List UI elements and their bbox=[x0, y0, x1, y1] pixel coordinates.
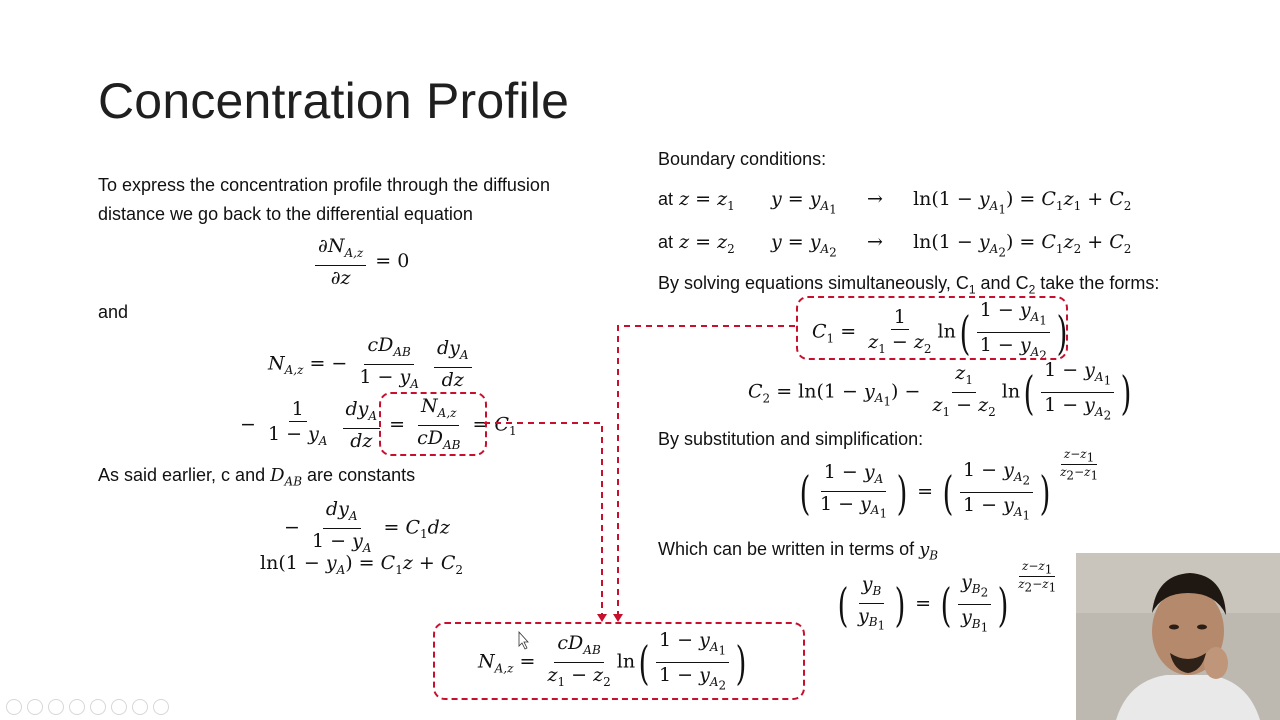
arrowhead-left bbox=[597, 614, 607, 622]
flux-derivative-equation: $\frac{\partial N_{A,z}}{\partial z}$ = 0 bbox=[312, 234, 409, 290]
final-flux-equation: $N_{A,z}$ = $\frac{cD_{AB}}{z_1 - z_2}$ ln( $\frac{1 - y_{A_1}}{1 - y_{A_2}}$ ) bbox=[478, 629, 747, 693]
presentation-toolbar bbox=[6, 699, 169, 715]
presenter-webcam bbox=[1076, 553, 1280, 720]
mouse-cursor-icon bbox=[519, 632, 528, 649]
presenter-image bbox=[1076, 553, 1280, 720]
boundary-condition-1: at $z = z_1$ $y = y_{A_1}$ → $\ln(1 - y_{A_1}) = C_1z_1 + C_2$ bbox=[658, 188, 1132, 217]
and-label: and bbox=[98, 302, 129, 322]
boundary-heading: Boundary conditions: bbox=[658, 149, 827, 169]
solving-text: By solving equations simultaneously, $C_1$ and $C_2$ take the forms: bbox=[658, 273, 1160, 297]
solving-label: By solving equations simultaneously, C bbox=[658, 273, 969, 293]
constants-suffix: are constants bbox=[307, 465, 416, 485]
flux-equation: $N_{A,z}$ = − $\frac{cD_{AB}}{1 - y_A}$ $\frac{dy_A}{dz}$ bbox=[268, 333, 475, 396]
separation-equation: − $\frac{1}{1 - y_A}$ $\frac{dy_A}{dz}$ = $\frac{N_{A,z}}{cD_{AB}}$ = $C_1$ bbox=[240, 395, 517, 453]
pen-icon[interactable] bbox=[48, 699, 64, 715]
dab-symbol: $D_{AB}$ bbox=[270, 465, 303, 489]
substitution-text: By substitution and simplification: bbox=[658, 429, 924, 449]
solving-suffix: take the forms: bbox=[1040, 273, 1160, 293]
slide-title: Concentration Profile bbox=[98, 73, 570, 129]
slides-icon[interactable] bbox=[69, 699, 85, 715]
yb-symbol: $y_B$ bbox=[919, 539, 939, 563]
integral-setup-equation: − $\frac{dy_A}{1 - y_A}$ = $C_1dz$ bbox=[284, 498, 450, 555]
zoom-icon[interactable] bbox=[90, 699, 106, 715]
subtitles-icon[interactable] bbox=[111, 699, 127, 715]
arrow-c1-solution-to-flux bbox=[618, 326, 795, 616]
next-slide-icon[interactable] bbox=[27, 699, 43, 715]
integrated-equation: $\ln(1 - y_A) = C_1z + C_2$ bbox=[260, 552, 464, 577]
profile-equation-yb: ( $\frac{y_B}{y_{B_1}}$ ) = ( $\frac{y_{B_2}}{y_{B_1}}$ ) $^{\frac{z-z_1}{z_2-z_1}}$ bbox=[837, 558, 1057, 635]
more-options-icon[interactable] bbox=[153, 699, 169, 715]
c1-solution: $C_1$ = $\frac{1}{z_1 - z_2}$ ln( $\frac{1 - y_{A_1}}{1 - y_{A_2}}$ ) bbox=[812, 299, 1068, 363]
camera-icon[interactable] bbox=[132, 699, 148, 715]
written-label: Which can be written in terms of bbox=[658, 539, 915, 559]
profile-equation-ya: ( $\frac{1 - y_A}{1 - y_{A_1}}$ ) = ( $\frac{1 - y_{A_2}}{1 - y_{A_1}}$ ) $^{\frac{z-z_1}{z_2-z_1}}$ bbox=[799, 446, 1099, 523]
previous-slide-icon[interactable] bbox=[6, 699, 22, 715]
solving-and: and C bbox=[980, 273, 1029, 293]
constants-label: As said earlier, c and bbox=[98, 465, 266, 485]
intro-line-2: distance we go back to the differential equation bbox=[98, 204, 473, 224]
c2-solution: $C_2 = \ln(1 - y_{A_1})$ − $\frac{z_1}{z_1 - z_2}$ ln( $\frac{1 - y_{A_1}}{1 - y_{A_2}}$ ) bbox=[748, 359, 1132, 423]
intro-line-1: To express the concentration profile through the diffusion bbox=[98, 175, 550, 195]
boundary-condition-2: at $z = z_2$ $y = y_{A_2}$ → $\ln(1 - y_{A_2}) = C_1z_2 + C_2$ bbox=[658, 231, 1132, 260]
arrow-c1-definition-to-flux bbox=[484, 423, 602, 616]
arrowhead-right bbox=[613, 614, 623, 622]
